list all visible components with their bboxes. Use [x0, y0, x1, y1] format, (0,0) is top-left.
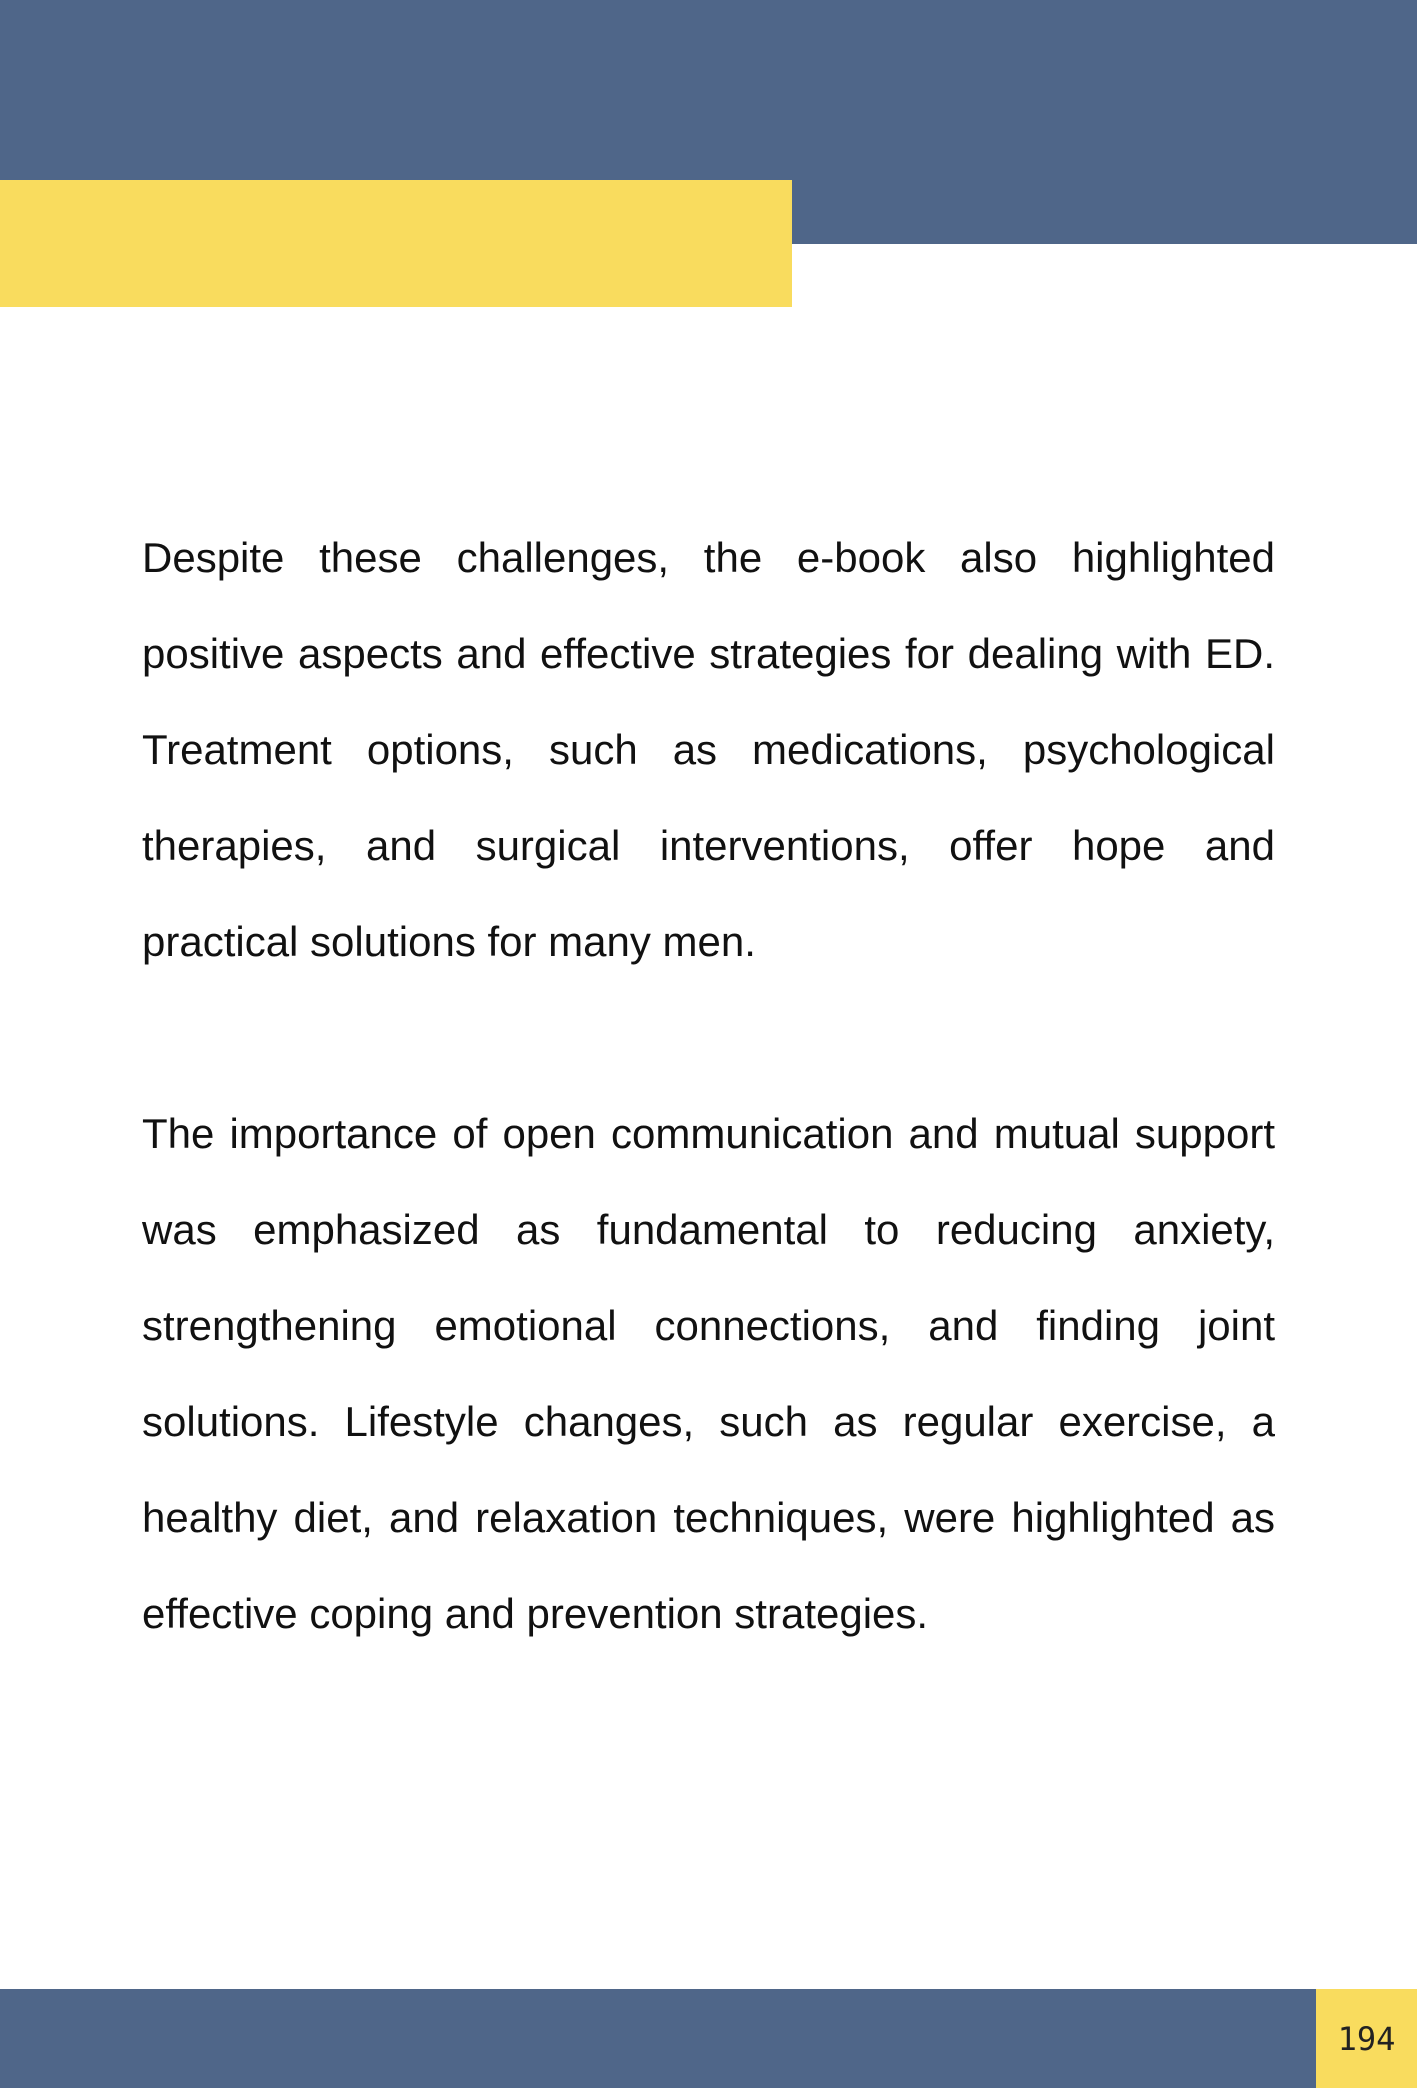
page-number: 194	[1337, 2019, 1396, 2058]
page-number-box	[1316, 1989, 1417, 2088]
paragraph-1: Despite these challenges, the e-book also highlighted positive aspects and effective strategies for dealing with ED. Treatment options, such as medications, psychological therapies, and surgical interventions, offer hope and practical solutions for many men.	[142, 534, 1275, 965]
paragraph-2: The importance of open communication and mutual support was emphasized as fundamental to reducing anxiety, strengthening emotional connections, and finding joint solutions. Lifestyle changes, such as regular exercise, a healthy diet, and relaxation techniques, were highlighted as effective coping and prevention strategies.	[142, 1110, 1275, 1637]
page-body	[142, 510, 1275, 1758]
footer-band	[0, 1989, 1316, 2088]
header-accent-bar	[0, 180, 792, 307]
